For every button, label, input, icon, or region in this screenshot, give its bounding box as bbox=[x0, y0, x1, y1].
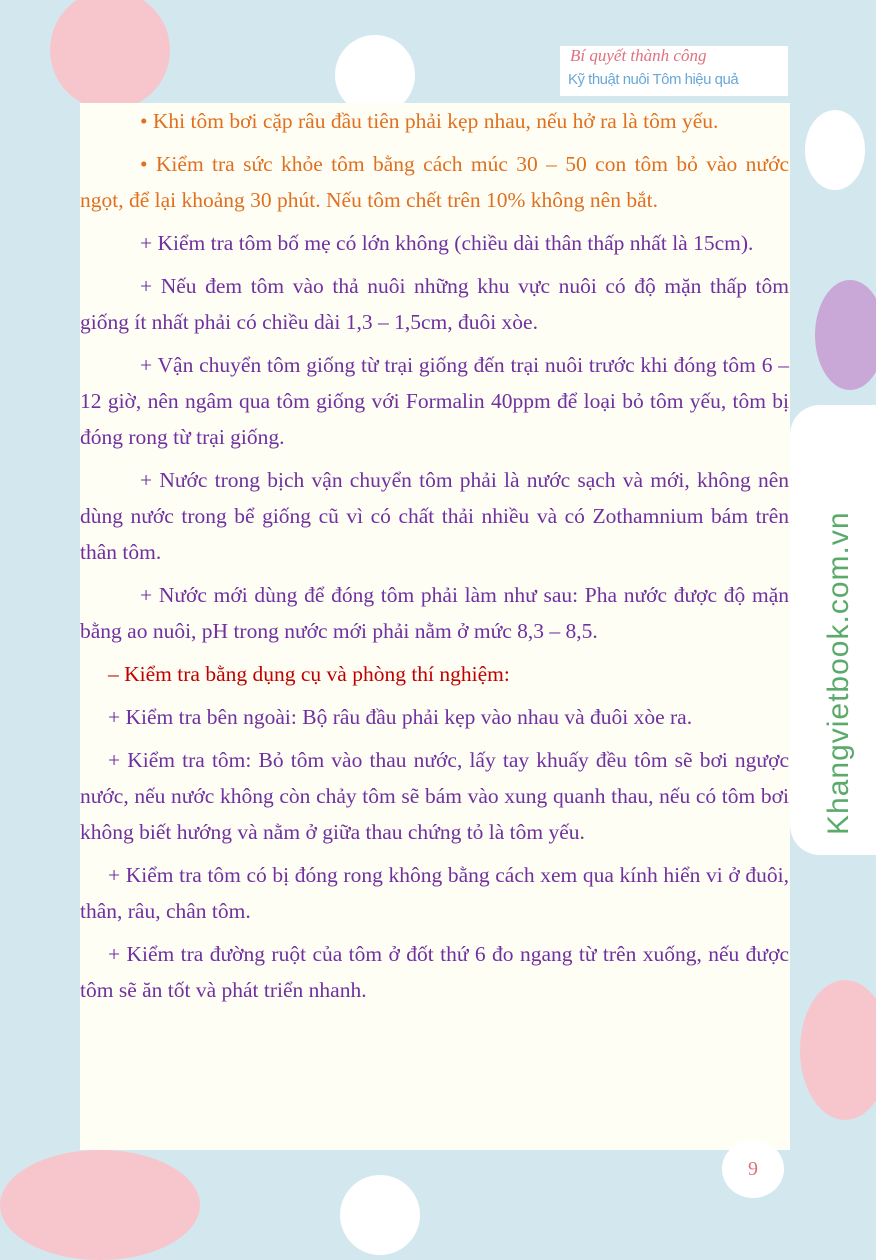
paragraph: + Nếu đem tôm vào thả nuôi những khu vực nuôi có độ mặn thấp tôm giống ít nhất phải có chiều dài 1,3 – 1,5cm, đuôi xòe. bbox=[80, 274, 789, 334]
paragraph: + Kiểm tra đường ruột của tôm ở đốt thứ 6 đo ngang từ trên xuống, nếu được tôm sẽ ăn tốt và phát triển nhanh. bbox=[80, 942, 789, 1002]
decor-flower bbox=[0, 1150, 200, 1260]
paragraph: + Kiểm tra tôm: Bỏ tôm vào thau nước, lấy tay khuấy đều tôm sẽ bơi ngược nước, nếu nước không còn chảy tôm sẽ bám vào xung quanh thau, nếu có tôm bơi không biết hướng và nằm ở giữa thau chứng tỏ là tôm yếu. bbox=[80, 748, 789, 844]
page-number: 9 bbox=[722, 1140, 784, 1198]
side-brand: Khangvietbook.com.vn bbox=[822, 511, 855, 835]
header-series: Bí quyết thành công bbox=[570, 46, 707, 65]
decor-flower bbox=[50, 0, 170, 110]
paragraph: + Nước mới dùng để đóng tôm phải làm như sau: Pha nước được độ mặn bằng ao nuôi, pH trong nước mới phải nằm ở mức 8,3 – 8,5. bbox=[80, 583, 789, 643]
paragraph: + Kiểm tra tôm có bị đóng rong không bằng cách xem qua kính hiển vi ở đuôi, thân, râu, chân tôm. bbox=[80, 863, 789, 923]
paragraph: + Vận chuyển tôm giống từ trại giống đến trại nuôi trước khi đóng tôm 6 – 12 giờ, nên ngâm qua tôm giống với Formalin 40ppm để loại bỏ tôm yếu, tôm bị đóng rong từ trại giống. bbox=[80, 353, 789, 449]
running-header bbox=[560, 46, 788, 96]
header-title: Kỹ thuật nuôi Tôm hiệu quả bbox=[568, 71, 739, 88]
paragraph: + Nước trong bịch vận chuyển tôm phải là nước sạch và mới, không nên dùng nước trong bể giống cũ vì có chất thải nhiều và có Zothamnium bám trên thân tôm. bbox=[80, 468, 789, 564]
decor-flower bbox=[815, 280, 876, 390]
paragraph: • Kiểm tra sức khỏe tôm bằng cách múc 30 – 50 con tôm bỏ vào nước ngọt, để lại khoảng 30 phút. Nếu tôm chết trên 10% không nên bắt. bbox=[80, 152, 789, 212]
paragraph: + Kiểm tra bên ngoài: Bộ râu đầu phải kẹp vào nhau và đuôi xòe ra. bbox=[108, 705, 693, 729]
decor-flower bbox=[805, 110, 865, 190]
decor-flower bbox=[800, 980, 876, 1120]
decor-flower bbox=[340, 1175, 420, 1255]
page-text bbox=[80, 103, 789, 1015]
paragraph: • Khi tôm bơi cặp râu đầu tiên phải kẹp nhau, nếu hở ra là tôm yếu. bbox=[140, 109, 719, 133]
paragraph: + Kiểm tra tôm bố mẹ có lớn không (chiều dài thân thấp nhất là 15cm). bbox=[140, 231, 754, 255]
paragraph: – Kiểm tra bằng dụng cụ và phòng thí nghiệm: bbox=[108, 662, 510, 686]
